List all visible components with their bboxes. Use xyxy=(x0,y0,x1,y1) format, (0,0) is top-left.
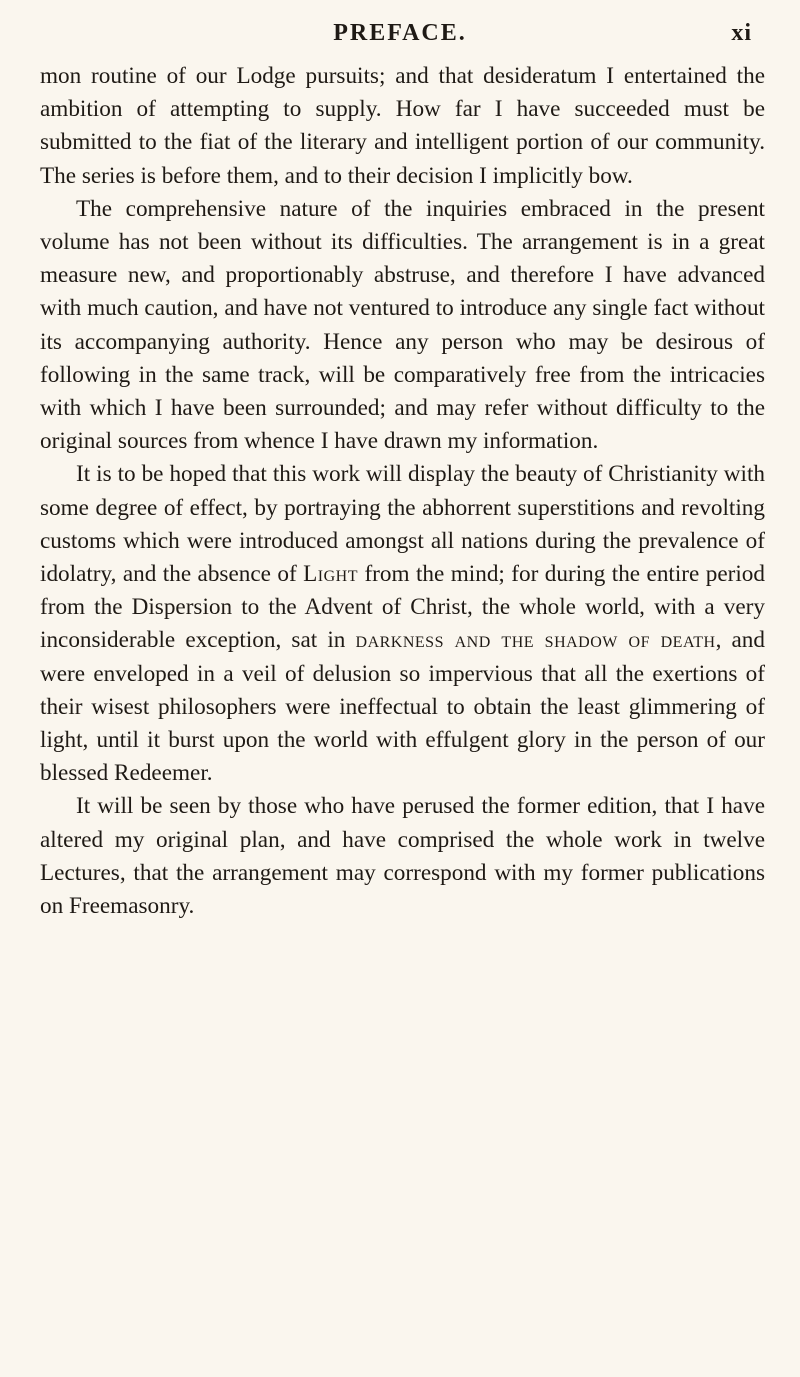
small-caps-darkness: darkness and the shadow of death xyxy=(355,627,716,654)
small-caps-light: Light xyxy=(303,561,359,588)
running-head xyxy=(0,20,800,54)
paragraph-continued: mon routine of our Lodge pursuits; and that desideratum I entertained the ambition of attempting to supply. How far I have succeeded must be submitted to the fiat of the literary and intelligent portion of our community. The series is before them, and to their decision I implicitly bow. xyxy=(40,63,765,189)
paragraph-former-edition: It will be seen by those who have perused the former edition, that I have altered my original plan, and have comprised the whole work in twelve Lectures, that the arrangement may correspond with my former publications on Freemasonry. xyxy=(40,793,765,920)
paragraph-comprehensive-nature: The comprehensive nature of the inquiries embraced in the present volume has not been without its difficulties. The arrangement is in a great measure new, and proportionably abstruse, and therefore I have advanced with much caution, and have not ventured to introduce any single fact without its accompanying authority. Hence any person who may be desirous of following in the same track, will be comparatively free from the intricacies with which I have been surrounded; and may refer without difficulty to the original sources from whence I have drawn my information. xyxy=(40,195,765,455)
paragraph-christianity xyxy=(40,458,765,790)
paragraph-christianity-part2: from the mind; for during the entire period from the Dispersion to the Advent of Christ, the whole world, with a very inconsiderable exception, sat in xyxy=(40,561,765,654)
paragraph-christianity-part3: , and were enveloped in a veil of delusion so impervious that all the exertions of their wisest philosophers were ineffectual to obtain the least glimmering of light, until it burst upon the world with effulgent glory in the person of our blessed Redeemer. xyxy=(40,627,765,787)
paragraph-christianity-part1: It is to be hoped that this work will display the beauty of Christianity with some degree of effect, by portraying the abhorrent superstitions and revolting customs which were introduced amongst all nations during the prevalence of idolatry, and the absence of xyxy=(40,461,765,588)
page-number: xi xyxy=(731,20,752,46)
running-title: PREFACE. xyxy=(333,20,467,46)
body-text xyxy=(40,60,765,923)
